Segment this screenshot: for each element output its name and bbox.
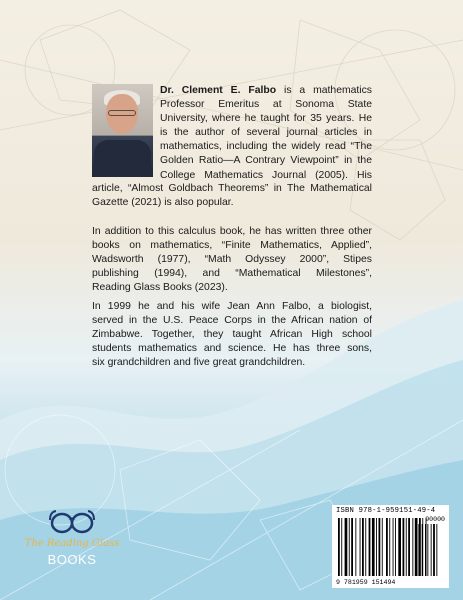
- isbn-barcode: [332, 505, 449, 588]
- barcode-digits: 9 781959 151494: [336, 579, 396, 586]
- publisher-script-name: The Reading Glass: [24, 538, 120, 549]
- publisher-books-label: BOOKS: [47, 552, 97, 567]
- bio-paragraph-2: In addition to this calculus book, he has written three other books on mathematics, “Finite Mathematics, Applied”, Wadsworth (1977), “Math Odyssey 2000”, Stipes publishing (1994), and “Mathematical Milestones”, Reading Glass Books (2023).: [92, 226, 372, 294]
- author-name: Dr. Clement E. Falbo: [160, 85, 277, 96]
- bio-paragraph-3: In 1999 he and his wife Jean Ann Falbo, a biologist, served in the U.S. Peace Corps in the African nation of Zimbabwe. Together, they taught African High school students mathematics and science. He has three sons, six grandchildren and five great grandchildren.: [92, 301, 372, 369]
- isbn-text: ISBN 978-1-959151-49-4: [336, 507, 436, 515]
- price-addon: 90000: [425, 516, 445, 523]
- publisher-logo: [24, 508, 120, 576]
- bio-paragraph-1-continued: article, “Almost Goldbach Theorems” in The Mathematical Gazette (2021) is also popular.: [92, 183, 372, 209]
- bio-paragraph-1: Dr. Clement E. Falbo is a mathematics Professor Emeritus at Sonoma State University, where he taught for 35 years. He is the author of several journal articles in mathematics, including the widely read “The Golden Ratio—A Contrary Viewpoint” in the College Mathematics Journal (2005). His: [160, 85, 373, 181]
- reading-glasses-icon: [48, 508, 96, 536]
- barcode-bars: [336, 516, 445, 578]
- author-photo: [92, 84, 153, 177]
